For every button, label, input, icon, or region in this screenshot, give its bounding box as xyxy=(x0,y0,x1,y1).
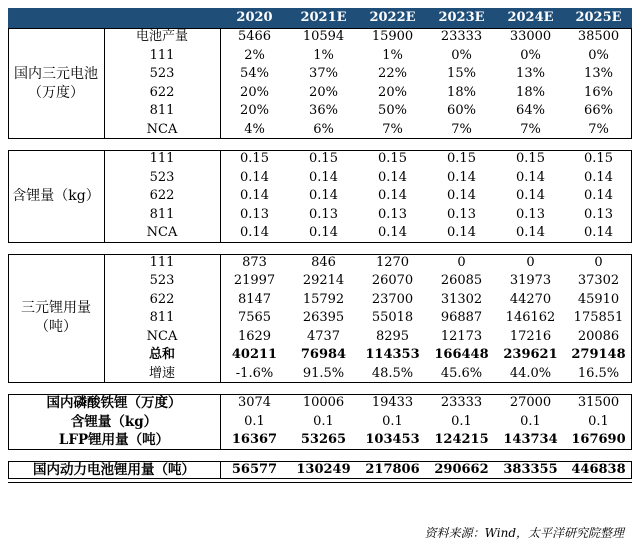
spacer-cell xyxy=(8,450,632,461)
row-label: NCA xyxy=(146,121,178,137)
cell: 0 xyxy=(457,254,466,270)
cell: 16% xyxy=(584,84,613,100)
footer-rule xyxy=(8,482,632,483)
cell: 0.14 xyxy=(447,225,476,241)
cell: 26070 xyxy=(371,273,414,289)
cell: 167690 xyxy=(571,432,626,448)
row-label: 622 xyxy=(149,84,175,100)
cell: 0.1 xyxy=(588,413,609,429)
spacer-row xyxy=(8,450,632,461)
cell: -1.6% xyxy=(235,365,274,381)
cell: 0.1 xyxy=(244,413,265,429)
row-label: 523 xyxy=(149,169,175,185)
cell: 0.15 xyxy=(378,151,407,167)
cell: 91.5% xyxy=(302,365,345,381)
source-note: 资料来源：Wind，太平洋研究院整理 xyxy=(424,526,624,540)
cell: 217806 xyxy=(365,461,420,477)
cell: 279148 xyxy=(571,347,626,363)
table-header-row xyxy=(8,8,632,28)
table-row xyxy=(8,28,632,47)
cell: 1% xyxy=(382,47,403,63)
cell: 0.14 xyxy=(378,188,407,204)
cell: 0.14 xyxy=(516,225,545,241)
group-label-line: 含锂量（kg） xyxy=(12,187,100,204)
cell: 20% xyxy=(378,84,407,100)
cell: 31302 xyxy=(440,291,483,307)
cell: 166448 xyxy=(434,347,489,363)
group-label-line: （万度） xyxy=(28,84,84,101)
cell: 7% xyxy=(382,121,403,137)
cell: 0.14 xyxy=(240,225,269,241)
cell: 175851 xyxy=(573,310,624,326)
cell: 0.14 xyxy=(240,188,269,204)
cell: 846 xyxy=(311,254,336,270)
cell: 0.14 xyxy=(309,169,338,185)
cell: 0.15 xyxy=(584,151,613,167)
cell: 0.14 xyxy=(447,188,476,204)
cell: 0.14 xyxy=(309,188,338,204)
cell: 45.6% xyxy=(440,365,483,381)
cell: 26395 xyxy=(302,310,345,326)
cell: 60% xyxy=(447,103,476,119)
cell: 0.15 xyxy=(240,151,269,167)
cell: 44270 xyxy=(509,291,552,307)
cell: 20% xyxy=(240,84,269,100)
cell: 114353 xyxy=(365,347,420,363)
cell: 1270 xyxy=(375,254,410,270)
cell: 40211 xyxy=(231,347,278,363)
cell: 0.15 xyxy=(309,151,338,167)
cell: 0.15 xyxy=(447,151,476,167)
cell: 290662 xyxy=(434,461,489,477)
cell: 0.14 xyxy=(516,169,545,185)
cell: 12173 xyxy=(440,328,483,344)
cell: 0% xyxy=(520,47,541,63)
cell: 0 xyxy=(594,254,603,270)
cell: 0.14 xyxy=(516,188,545,204)
cell: 55018 xyxy=(371,310,414,326)
spacer-row xyxy=(8,139,632,150)
cell: 21997 xyxy=(233,273,276,289)
row-label: NCA xyxy=(146,225,178,241)
cell: 239621 xyxy=(503,347,558,363)
cell: 20% xyxy=(309,84,338,100)
row-label: 811 xyxy=(149,103,175,119)
year-header-2025e: 2025E xyxy=(565,8,632,28)
row-label: 总和 xyxy=(148,347,175,363)
table-row xyxy=(8,413,632,432)
group-label-line: （吨） xyxy=(35,319,77,336)
cell: 4737 xyxy=(306,328,341,344)
cell: 383355 xyxy=(503,461,558,477)
cell: 0.13 xyxy=(378,206,407,222)
cell: 37% xyxy=(309,66,338,82)
row-label: 111 xyxy=(149,254,175,270)
cell: 0.14 xyxy=(584,169,613,185)
cell: 0 xyxy=(526,254,535,270)
row-label: 国内动力电池锂用量（吨） xyxy=(33,461,195,478)
cell: 23333 xyxy=(440,395,483,411)
cell: 16367 xyxy=(231,432,278,448)
header-blank-cell xyxy=(8,8,104,28)
table-row xyxy=(8,431,632,450)
year-header-2022e: 2022E xyxy=(358,8,427,28)
header-blank-cell xyxy=(104,8,220,28)
cell: 26085 xyxy=(440,273,483,289)
cell: 22% xyxy=(378,66,407,82)
cell: 54% xyxy=(240,66,269,82)
cell: 10594 xyxy=(302,29,345,45)
row-label: 622 xyxy=(149,291,175,307)
group-label-line: 三元锂用量 xyxy=(21,300,91,317)
cell: 13% xyxy=(584,66,613,82)
cell: 103453 xyxy=(365,432,420,448)
row-label: 811 xyxy=(149,310,175,326)
cell: 44.0% xyxy=(509,365,552,381)
cell: 13% xyxy=(516,66,545,82)
cell: 37302 xyxy=(577,273,620,289)
cell: 64% xyxy=(516,103,545,119)
cell: 20086 xyxy=(577,328,620,344)
cell: 0.14 xyxy=(447,169,476,185)
cell: 5466 xyxy=(237,29,272,45)
cell: 36% xyxy=(309,103,338,119)
spacer-cell xyxy=(8,243,632,254)
cell: 0.14 xyxy=(309,225,338,241)
cell: 143734 xyxy=(503,432,558,448)
lithium-demand-table xyxy=(8,8,632,479)
cell: 38500 xyxy=(577,29,620,45)
table-row xyxy=(8,254,632,273)
cell: 0.1 xyxy=(313,413,334,429)
row-label: 523 xyxy=(149,66,175,82)
spacer-cell xyxy=(8,139,632,150)
group-label-line: 国内三元电池 xyxy=(14,65,98,82)
cell: 0.13 xyxy=(516,206,545,222)
cell: 0.14 xyxy=(240,169,269,185)
row-label: 含锂量（kg） xyxy=(70,413,158,430)
year-header-2024e: 2024E xyxy=(496,8,565,28)
cell: 53265 xyxy=(300,432,347,448)
cell: 0.14 xyxy=(378,225,407,241)
cell: 0.13 xyxy=(309,206,338,222)
cell: 0% xyxy=(588,47,609,63)
cell: 146162 xyxy=(505,310,556,326)
cell: 23700 xyxy=(371,291,414,307)
row-label: 111 xyxy=(149,47,175,63)
cell: 7% xyxy=(520,121,541,137)
cell: 0.14 xyxy=(584,188,613,204)
cell: 31500 xyxy=(577,395,620,411)
cell: 7565 xyxy=(237,310,272,326)
cell: 0.13 xyxy=(240,206,269,222)
cell: 873 xyxy=(242,254,267,270)
spacer-row xyxy=(8,243,632,254)
cell: 0.14 xyxy=(584,225,613,241)
cell: 50% xyxy=(378,103,407,119)
row-label: 111 xyxy=(149,151,175,167)
cell: 17216 xyxy=(509,328,552,344)
cell: 4% xyxy=(244,121,265,137)
cell: 66% xyxy=(584,103,613,119)
cell: 0.1 xyxy=(520,413,541,429)
cell: 130249 xyxy=(296,461,351,477)
cell: 0.13 xyxy=(447,206,476,222)
cell: 33000 xyxy=(509,29,552,45)
cell: 8295 xyxy=(375,328,410,344)
cell: 56577 xyxy=(231,461,278,477)
cell: 0.14 xyxy=(378,169,407,185)
cell: 8147 xyxy=(237,291,272,307)
cell: 10006 xyxy=(302,395,345,411)
cell: 45910 xyxy=(577,291,620,307)
cell: 76984 xyxy=(300,347,347,363)
cell: 20% xyxy=(240,103,269,119)
cell: 29214 xyxy=(302,273,345,289)
cell: 0.1 xyxy=(382,413,403,429)
cell: 7% xyxy=(451,121,472,137)
row-label: 增速 xyxy=(148,365,175,381)
cell: 6% xyxy=(313,121,334,137)
row-label: 523 xyxy=(149,273,175,289)
group-label-ternary-lithium-usage xyxy=(8,254,104,384)
cell: 0% xyxy=(451,47,472,63)
table-row xyxy=(8,150,632,169)
cell: 18% xyxy=(516,84,545,100)
cell: 23333 xyxy=(440,29,483,45)
cell: 0.13 xyxy=(584,206,613,222)
cell: 27000 xyxy=(509,395,552,411)
cell: 48.5% xyxy=(371,365,414,381)
row-label: LFP锂用量（吨） xyxy=(58,432,170,449)
cell: 18% xyxy=(447,84,476,100)
cell: 446838 xyxy=(571,461,626,477)
cell: 0.1 xyxy=(451,413,472,429)
row-label: 811 xyxy=(149,206,175,222)
row-label: 国内磷酸铁锂（万度） xyxy=(46,395,182,412)
cell: 15792 xyxy=(302,291,345,307)
group-label-lithium-content xyxy=(8,150,104,243)
row-label: 622 xyxy=(149,188,175,204)
cell: 124215 xyxy=(434,432,489,448)
grand-total-row xyxy=(8,461,632,480)
cell: 31973 xyxy=(509,273,552,289)
year-header-2023e: 2023E xyxy=(427,8,496,28)
year-header-2020: 2020 xyxy=(220,8,289,28)
row-label: 电池产量 xyxy=(135,29,188,45)
cell: 7% xyxy=(588,121,609,137)
row-label: NCA xyxy=(146,328,178,344)
cell: 19433 xyxy=(371,395,414,411)
spacer-row xyxy=(8,383,632,394)
cell: 1629 xyxy=(237,328,272,344)
cell: 15900 xyxy=(371,29,414,45)
cell: 2% xyxy=(244,47,265,63)
table-row xyxy=(8,394,632,413)
cell: 96887 xyxy=(440,310,483,326)
year-header-2021e: 2021E xyxy=(289,8,358,28)
cell: 16.5% xyxy=(577,365,620,381)
cell: 1% xyxy=(313,47,334,63)
cell: 3074 xyxy=(237,395,272,411)
spacer-cell xyxy=(8,383,632,394)
cell: 0.15 xyxy=(516,151,545,167)
cell: 15% xyxy=(447,66,476,82)
group-label-ternary-battery xyxy=(8,28,104,139)
